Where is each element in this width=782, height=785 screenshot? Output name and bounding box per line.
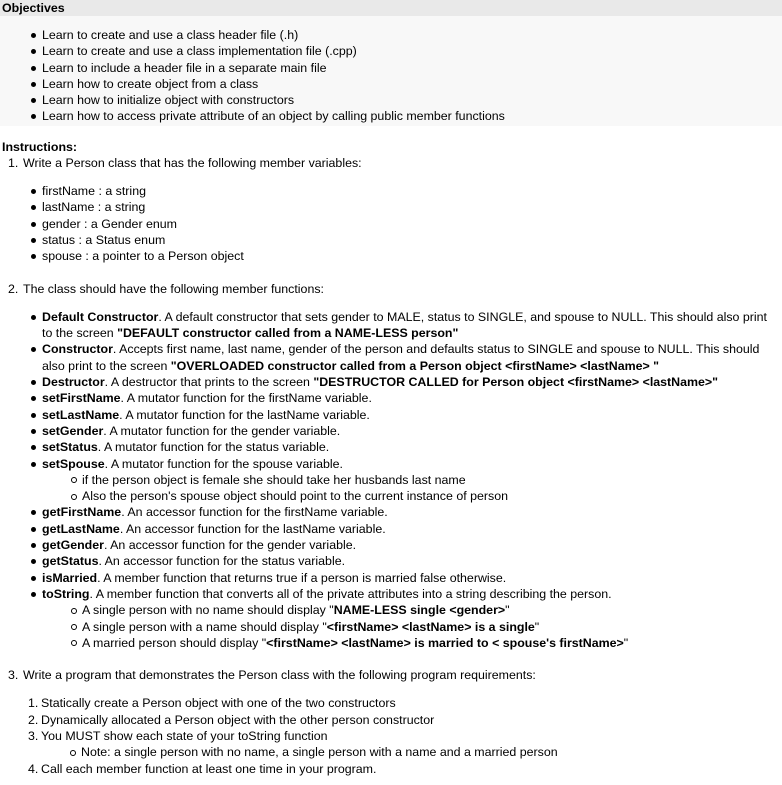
objective-item: Learn how to access private attribute of an object by calling public member functions (42, 108, 782, 124)
case-item (82, 635, 768, 651)
function-item (42, 390, 768, 406)
quote-close: " (534, 619, 540, 634)
function-name: setFirstName (42, 391, 121, 406)
function-desc: . An accessor function for the gender variable. (103, 538, 357, 553)
objectives-section (0, 0, 782, 126)
function-desc: . An accessor function for the status variable. (98, 554, 346, 569)
program-requirements (23, 695, 782, 776)
step-text: Write a Person class that has the following member variables: (23, 155, 362, 170)
instructions-section (0, 139, 782, 777)
requirement-text: You MUST show each state of your toString function (41, 728, 328, 743)
objectives-list (0, 27, 782, 125)
function-name: getStatus (42, 554, 99, 569)
requirement-item (23, 712, 782, 728)
objective-item: Learn to create and use a class header file (.h) (42, 27, 782, 43)
function-name: Constructor (42, 342, 113, 357)
function-output: "OVERLOADED constructor called from a Person object <firstName> <lastName> " (170, 358, 660, 373)
function-item (42, 341, 768, 374)
quote-close: " (505, 603, 510, 618)
member-variables-list (23, 183, 782, 264)
function-desc: . A member function that converts all of the private attributes into a string describing the person. (89, 586, 612, 601)
function-desc: . A mutator function for the firstName variable. (120, 391, 372, 406)
quote-open: " (261, 635, 267, 650)
function-desc: . A mutator function for the spouse variable. (104, 456, 343, 471)
function-desc: . A mutator function for the gender variable. (103, 423, 341, 438)
function-desc: . A mutator function for the status variable. (97, 440, 330, 455)
case-text: A married person should display (82, 635, 262, 650)
step-number: 3. (8, 668, 19, 683)
objectives-heading: Objectives (2, 1, 65, 15)
quote-close: " (623, 635, 629, 650)
case-output: <firstName> <lastName> is married to < spouse's firstName> (266, 635, 624, 650)
function-name: getFirstName (42, 505, 122, 520)
step-number: 1. (8, 155, 19, 170)
requirement-number: 1. (28, 696, 39, 711)
function-name: setSpouse (42, 456, 105, 471)
member-variable-item: status : a Status enum (42, 232, 782, 248)
note-item: Also the person's spouse object should point to the current instance of person (82, 488, 768, 504)
function-item (42, 570, 768, 586)
case-item (82, 602, 768, 618)
step-3 (0, 667, 782, 777)
objectives-heading-bar (0, 0, 782, 16)
objective-item: Learn how to create object from a class (42, 76, 782, 92)
member-variable-item: gender : a Gender enum (42, 216, 782, 232)
function-name: Default Constructor (42, 309, 159, 324)
quote-open: " (322, 619, 327, 634)
function-item (42, 374, 768, 390)
instructions-heading: Instructions: (2, 139, 78, 154)
requirement-text: Statically create a Person object with one of the two constructors (41, 696, 396, 711)
case-item (82, 619, 768, 635)
function-name: setStatus (42, 440, 98, 455)
function-desc: . A mutator function for the lastName variable. (119, 407, 370, 422)
function-item (42, 504, 768, 520)
member-variable-item: firstName : a string (42, 183, 782, 199)
member-functions-list (23, 309, 782, 651)
requirement-item (23, 695, 782, 711)
member-variable-item: lastName : a string (42, 199, 782, 215)
function-item (42, 553, 768, 569)
case-text: A single person with no name should display (82, 603, 330, 618)
requirement-item (23, 728, 782, 761)
step-1 (0, 155, 782, 281)
step-number: 2. (8, 281, 19, 296)
objective-item: Learn how to initialize object with constructors (42, 92, 782, 108)
requirement-number: 2. (28, 712, 39, 727)
function-name: setLastName (42, 407, 120, 422)
function-item (42, 456, 768, 505)
instructions-steps (0, 155, 782, 777)
note-item: Note: a single person with no name, a single person with a name and a married person (81, 744, 782, 760)
function-desc: . A destructor that prints to the screen (104, 375, 314, 390)
function-item (42, 309, 768, 342)
function-item (42, 439, 768, 455)
member-variable-item: spouse : a pointer to a Person object (42, 248, 782, 264)
function-item (42, 537, 768, 553)
function-desc: . Accepts first name, last name, gender of the person and defaults status to SINGLE and spouse to NULL. This should also print to the screen (42, 342, 760, 373)
requirement-text: Call each member function at least one time in your program. (41, 761, 377, 776)
objectives-list-box (0, 16, 782, 126)
function-output: "DEFAULT constructor called from a NAME-LESS person" (117, 326, 459, 341)
function-desc: . An accessor function for the lastName variable. (119, 521, 386, 536)
function-desc: . An accessor function for the firstName variable. (121, 505, 388, 520)
requirement-number: 3. (28, 728, 39, 743)
requirement-number: 4. (28, 761, 39, 776)
case-output: <firstName> <lastName> is a single (326, 619, 535, 634)
function-item (42, 407, 768, 423)
step-text: Write a program that demonstrates the Person class with the following program requirements: (23, 668, 536, 683)
requirement-notes (41, 744, 782, 760)
function-name: Destructor (42, 375, 105, 390)
function-item (42, 586, 768, 651)
objective-item: Learn to include a header file in a separate main file (42, 60, 782, 76)
function-name: toString (42, 586, 90, 601)
case-text: A single person with a name should display (82, 619, 323, 634)
to-string-cases (42, 602, 768, 651)
requirement-text: Dynamically allocated a Person object with the other person constructor (41, 712, 435, 727)
function-desc: . A member function that returns true if a person is married false otherwise. (97, 570, 507, 585)
function-name: getLastName (42, 521, 120, 536)
set-spouse-notes (42, 472, 768, 505)
function-desc: . A default constructor that sets gender to MALE, status to SINGLE, and spouse to NULL. This should also print to the screen (42, 309, 767, 341)
function-item (42, 521, 768, 537)
step-2 (0, 281, 782, 668)
function-output: "DESTRUCTOR CALLED for Person object <firstName> <lastName>" (313, 375, 719, 390)
function-item (42, 423, 768, 439)
function-name: setGender (42, 423, 104, 438)
objective-item: Learn to create and use a class implementation file (.cpp) (42, 43, 782, 59)
function-name: getGender (42, 538, 104, 553)
note-item: if the person object is female she should take her husbands last name (82, 472, 768, 488)
function-name: isMarried (42, 570, 98, 585)
case-output: NAME-LESS single <gender> (333, 603, 506, 618)
step-text: The class should have the following member functions: (23, 281, 324, 296)
quote-open: " (329, 603, 334, 618)
requirement-item (23, 761, 782, 777)
